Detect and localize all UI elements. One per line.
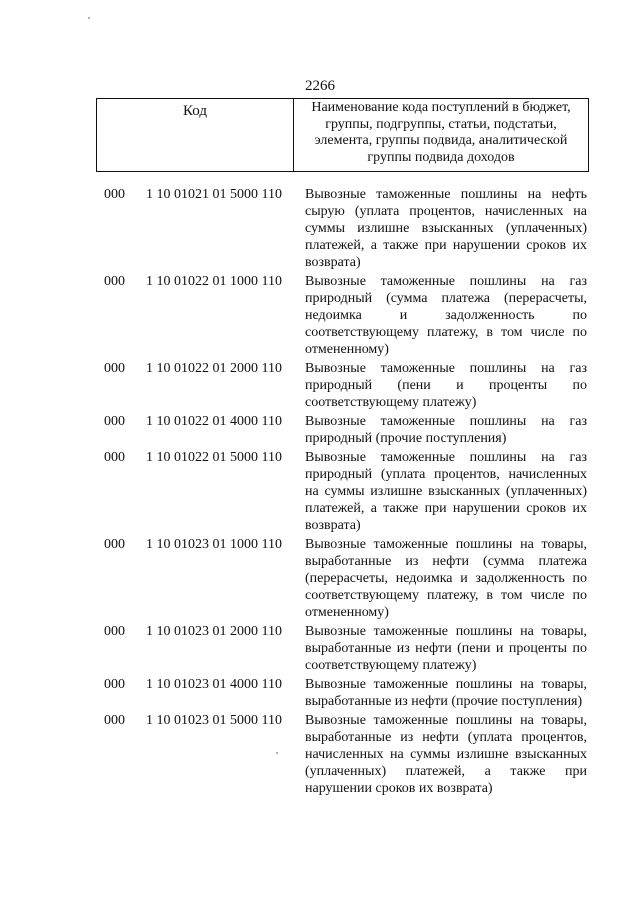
header-code-column: Код: [97, 99, 294, 171]
table-row: [0, 676, 640, 710]
revenue-code: 1 10 01022 01 4000 110: [146, 414, 282, 429]
revenue-code: 1 10 01023 01 1000 110: [146, 537, 282, 552]
admin-code: 000: [104, 624, 125, 639]
table-row: [0, 712, 640, 797]
revenue-description: Вывозные таможенные пошлины на газ природный (прочие поступления): [305, 414, 587, 446]
revenue-description: Вывозные таможенные пошлины на товары, выработанные из нефти (уплата процентов, начисленных на суммы излишне взысканных (уплаченных) платежей, а также при нарушении сроков их возврата): [305, 713, 587, 796]
table-row: [0, 536, 640, 621]
admin-code: 000: [104, 713, 125, 728]
table-row: [0, 360, 640, 411]
revenue-code-list: [0, 186, 640, 797]
revenue-description: Вывозные таможенные пошлины на газ природный (уплата процентов, начисленных на суммы излишне взысканных (уплаченных) платежей, а также при нарушении сроков их возврата): [305, 450, 587, 533]
header-name-column: Наименование кода поступлений в бюджет, группы, подгруппы, статьи, подстатьи, элемента, группы подвида, аналитической группы подвида доходов: [311, 100, 571, 165]
revenue-code: 1 10 01022 01 1000 110: [146, 274, 282, 289]
table-row: [0, 273, 640, 358]
revenue-code: 1 10 01022 01 5000 110: [146, 450, 282, 465]
table-row: [0, 449, 640, 534]
table-header: [96, 98, 589, 172]
revenue-code: 1 10 01023 01 2000 110: [146, 624, 282, 639]
table-row: [0, 623, 640, 674]
revenue-description: Вывозные таможенные пошлины на нефть сырую (уплата процентов, начисленных на суммы излишне взысканных (уплаченных) платежей, а также при нарушении сроков их возврата): [305, 187, 587, 270]
admin-code: 000: [104, 414, 125, 429]
page-number: 2266: [305, 78, 335, 94]
admin-code: 000: [104, 187, 125, 202]
revenue-description: Вывозные таможенные пошлины на товары, выработанные из нефти (сумма платежа (перерасчеты, недоимка и задолженность по соответствующему платежу, в том числе по отмененному): [305, 537, 587, 620]
admin-code: 000: [104, 361, 125, 376]
admin-code: 000: [104, 450, 125, 465]
revenue-description: Вывозные таможенные пошлины на газ природный (сумма платежа (перерасчеты, недоимка и задолженность по соответствующему платежу, в том числе по отмененному): [305, 274, 587, 357]
revenue-description: Вывозные таможенные пошлины на товары, выработанные из нефти (прочие поступления): [305, 677, 587, 709]
revenue-description: Вывозные таможенные пошлины на газ природный (пени и проценты по соответствующему платежу): [305, 361, 587, 410]
admin-code: 000: [104, 274, 125, 289]
revenue-code: 1 10 01021 01 5000 110: [146, 187, 282, 202]
admin-code: 000: [104, 677, 125, 692]
revenue-code: 1 10 01023 01 4000 110: [146, 677, 282, 692]
table-row: [0, 186, 640, 271]
scan-speck: [88, 17, 90, 19]
table-row: [0, 413, 640, 447]
revenue-code: 1 10 01022 01 2000 110: [146, 361, 282, 376]
scan-speck: [276, 752, 278, 754]
revenue-code: 1 10 01023 01 5000 110: [146, 713, 282, 728]
admin-code: 000: [104, 537, 125, 552]
revenue-description: Вывозные таможенные пошлины на товары, выработанные из нефти (пени и проценты по соответствующему платежу): [305, 624, 587, 673]
